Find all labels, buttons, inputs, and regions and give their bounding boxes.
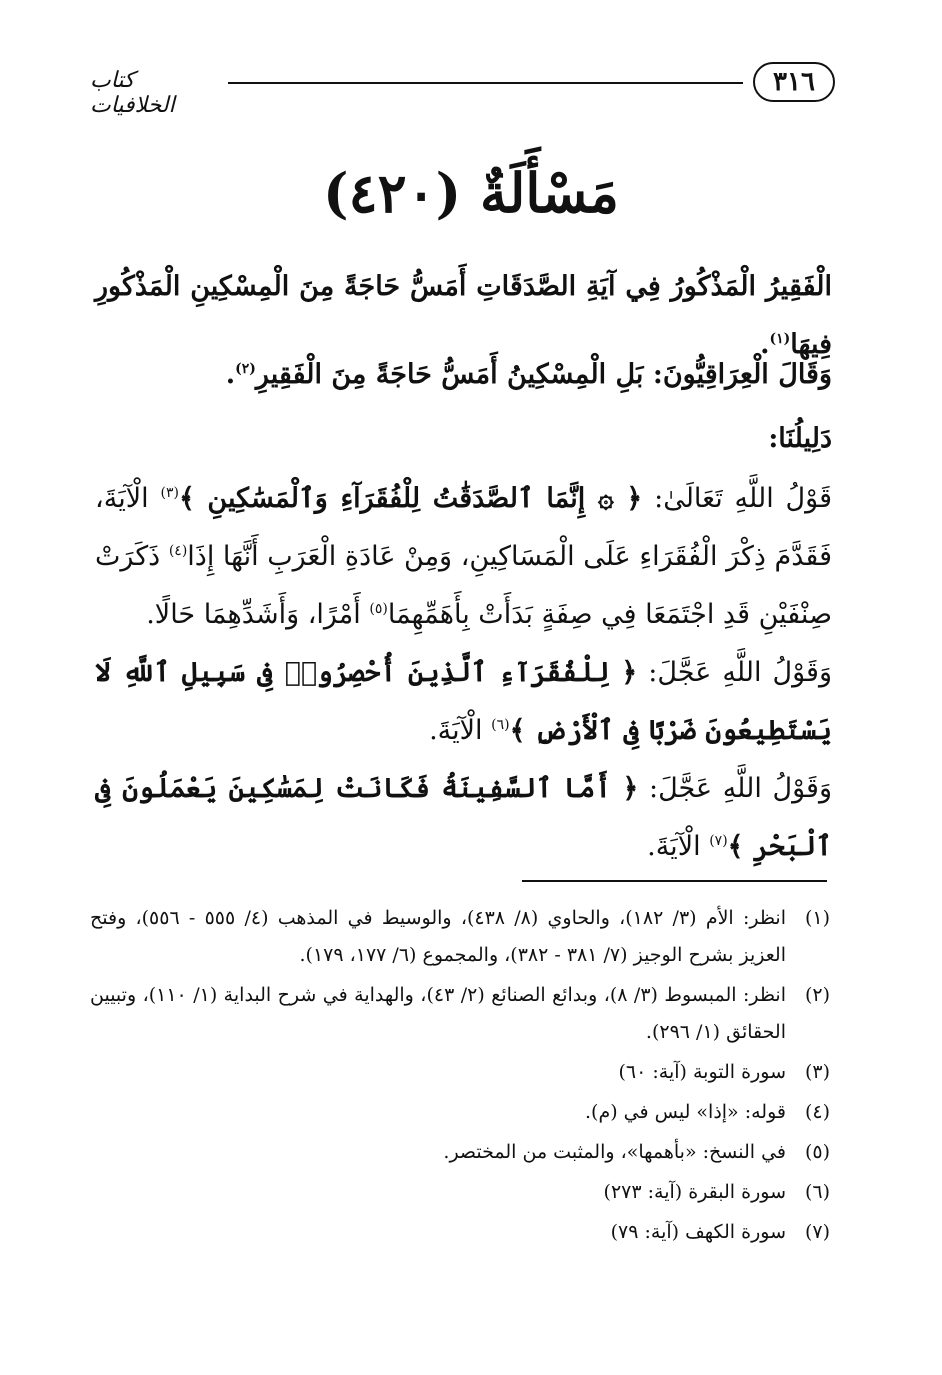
quran-verse-1: ﴿ ۞ إِنَّمَا ٱلصَّدَقَٰتُ لِلْفُقَرَآءِ وَٱلْمَسَٰكِينِ ﴾ (178, 483, 643, 514)
footnote-separator (522, 880, 827, 882)
iraqis-text: وَقَالَ الْعِرَاقِيُّونَ: بَلِ الْمِسْكِينُ أَمَسُّ حَاجَةً مِنَ الْفَقِيرِ (255, 359, 832, 390)
footnote-ref-7: (٧) (709, 833, 728, 849)
footnote-ref-3: (٣) (160, 485, 179, 501)
evidence-1-text-b: ذَكَرَتْ صِنْفَيْنِ قَدِ اجْتَمَعَا فِي صِفَةٍ بَدَأَتْ بِأَهَمِّهِمَا (95, 541, 832, 630)
statement-end: . (760, 329, 770, 360)
footnote-number: (٢) (804, 984, 830, 1006)
evidence-1-text-c: أَمْرًا، وَأَشَدِّهِمَا حَالًا. (146, 599, 361, 630)
footnote-number: (١) (804, 907, 830, 929)
footnote-ref-2: (٢) (235, 361, 256, 377)
paragraph-evidence-2 (95, 644, 832, 760)
footnote-text: سورة البقرة (آية: ٢٧٣) (603, 1181, 786, 1203)
footnote-item (90, 1174, 830, 1211)
footnote-number: (٧) (804, 1221, 830, 1243)
quran-verse-2: ﴿ لِلْفُقَرَآءِ ٱلَّذِينَ أُحْصِرُوا۟ فِى سَبِيلِ ٱللَّهِ لَا يَسْتَطِيعُونَ ضَرْبًا فِى ٱلْأَرْضِ ﴾ (95, 657, 832, 746)
footnote-text: قوله: «إذا» ليس في (م). (585, 1101, 786, 1123)
evidence-1-text-a: الْآيَةَ، فَقَدَّمَ ذِكْرَ الْفُقَرَاءِ عَلَى الْمَسَاكِينِ، وَمِنْ عَادَةِ الْعَرَبِ أَنَّهَا إِذَا (95, 483, 832, 572)
footnote-item (90, 1054, 830, 1091)
evidence-2-end: الْآيَةَ. (429, 715, 483, 746)
paragraph-evidence-1 (95, 470, 832, 644)
paragraph-evidence-3 (95, 760, 832, 876)
paragraph-iraqis (95, 346, 832, 404)
footnotes (90, 900, 830, 1254)
footnote-number: (٤) (804, 1101, 830, 1123)
footnote-text: انظر: المبسوط (٣/ ٨)، وبدائع الصنائع (٢/ ٤٣)، والهداية في شرح البداية (١/ ١١٠)، وتبيين الحقائق (١/ ٢٩٦). (90, 984, 786, 1043)
page-header (90, 58, 835, 116)
quran-verse-3: ﴿ أَمَّا ٱلسَّفِينَةُ فَكَانَتْ لِمَسَٰكِينَ يَعْمَلُونَ فِى ٱلْبَحْرِ ﴾ (95, 773, 832, 862)
footnote-item (90, 977, 830, 1051)
footnote-item (90, 900, 830, 974)
footnote-item (90, 1094, 830, 1131)
evidence-2-intro: وَقَوْلُ اللَّهِ عَجَّلَ: (648, 657, 832, 688)
footnote-text: سورة التوبة (آية: ٦٠) (618, 1061, 786, 1083)
footnote-ref-1: (١) (769, 331, 791, 347)
footnote-item (90, 1134, 830, 1171)
footnote-number: (٣) (804, 1061, 830, 1083)
footnote-ref-6: (٦) (491, 717, 510, 733)
iraqis-end: . (225, 359, 236, 390)
evidence-1-intro: قَوْلُ اللَّهِ تَعَالَىٰ: (654, 483, 833, 514)
footnote-ref-4: (٤) (168, 543, 188, 559)
footnote-text: انظر: الأم (٣/ ١٨٢)، والحاوي (٨/ ٤٣٨)، والوسيط في المذهب (٤/ ٥٥٥ - ٥٥٦)، وفتح العزيز بشرح الوجيز (٧/ ٣٨١ - ٣٨٢)، والمجموع (٦/ ١٧٧، ١٧٩). (90, 907, 786, 966)
evidence-3-end: الْآيَةَ. (647, 831, 701, 862)
footnote-item (90, 1214, 830, 1251)
evidence-3-intro: وَقَوْلُ اللَّهِ عَجَّلَ: (648, 773, 832, 804)
footnote-number: (٥) (804, 1141, 830, 1163)
evidence-heading: دَلِيلُنَا: (768, 423, 832, 454)
footnote-ref-5: (٥) (369, 601, 388, 617)
footnote-number: (٦) (804, 1181, 830, 1203)
page-number-badge: ٣١٦ (753, 62, 835, 102)
footnote-text: سورة الكهف (آية: ٧٩) (610, 1221, 786, 1243)
issue-title: مَسْأَلَةٌ (٤٢٠) (323, 161, 619, 225)
statement-text: الْفَقِيرُ الْمَذْكُورُ فِي آيَةِ الصَّدَقَاتِ أَمَسُّ حَاجَةً مِنَ الْمِسْكِينِ الْمَذْكُورِ فِيهَا (95, 271, 832, 360)
header-rule (228, 82, 743, 84)
footnote-text: في النسخ: «بأهمها»، والمثبت من المختصر. (443, 1141, 786, 1163)
running-book-title: كتاب الخلافيات (90, 68, 175, 118)
